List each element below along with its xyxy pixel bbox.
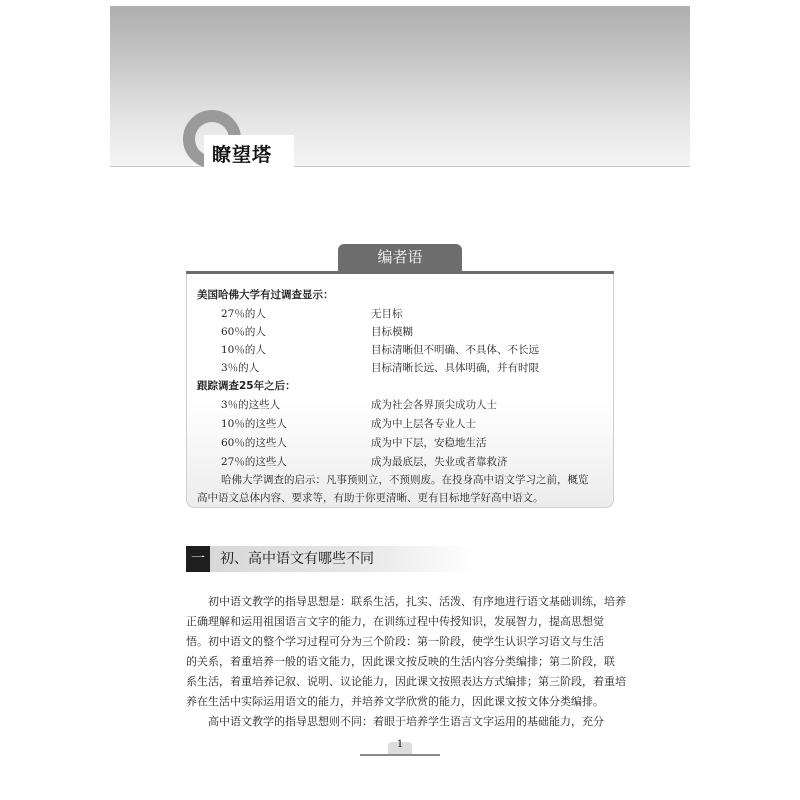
followup-result: 成为最底层，失业或者靠救济 xyxy=(371,456,508,468)
page-title: 瞭望塔 xyxy=(212,144,273,166)
followup-result: 成为社会各界顶尖成功人士 xyxy=(371,399,497,411)
conclusion-line: 哈佛大学调查的启示：凡事预则立，不预则废。在投身高中语文学习之前，概览 xyxy=(221,474,589,486)
survey-result: 目标清晰长远、具体明确，并有时限 xyxy=(371,362,539,374)
body-paragraph-line: 初中语文教学的指导思想是：联系生活，扎实、活泼、有序地进行语文基础训练，培养 xyxy=(208,595,626,608)
body-paragraph-line: 悟。初中语文的整个学习过程可分为三个阶段：第一阶段，使学生认识学习语文与生活 xyxy=(186,635,604,648)
body-paragraph-line: 正确理解和运用祖国语言文字的能力，在训练过程中传授知识，发展智力，提高思想觉 xyxy=(186,615,604,628)
survey-group: 10％的人 xyxy=(221,344,266,356)
page-number: 1 xyxy=(396,739,404,750)
survey-group: 3％的人 xyxy=(221,362,260,374)
body-paragraph-line: 养在生活中实际运用语文的能力，并培养文学欣赏的能力，因此课文按文体分类编排。 xyxy=(186,695,604,708)
survey-result: 目标清晰但不明确、不具体、不长远 xyxy=(371,344,539,356)
editor-note-label: 编者语 xyxy=(338,244,462,271)
followup-group: 27％的这些人 xyxy=(221,456,287,468)
followup-group: 3％的这些人 xyxy=(221,399,281,411)
body-paragraph-line: 高中语文教学的指导思想则不同：着眼于培养学生语言文字运用的基础能力，充分 xyxy=(208,715,604,728)
editor-note-box xyxy=(186,274,614,508)
followup-result: 成为中下层，安稳地生活 xyxy=(371,437,487,449)
section-title: 初、高中语文有哪些不同 xyxy=(220,551,374,567)
survey-group: 60％的人 xyxy=(221,326,266,338)
followup-group: 60％的这些人 xyxy=(221,437,287,449)
conclusion-line: 高中语文总体内容、要求等，有助于你更清晰、更有目标地学好高中语文。 xyxy=(197,492,544,504)
survey-result: 无目标 xyxy=(371,308,403,320)
followup-group: 10％的这些人 xyxy=(221,418,287,430)
followup-heading: 跟踪调查25年之后： xyxy=(197,380,296,392)
body-paragraph-line: 的关系，着重培养一般的语文能力，因此课文按反映的生活内容分类编排；第二阶段，联 xyxy=(186,655,615,668)
body-paragraph-line: 系生活，着重培养记叙、说明、议论能力，因此课文按照表达方式编排；第三阶段，着重培 xyxy=(186,675,626,688)
survey-intro: 美国哈佛大学有过调查显示： xyxy=(197,289,334,301)
survey-result: 目标模糊 xyxy=(371,326,413,338)
followup-result: 成为中上层各专业人士 xyxy=(371,418,476,430)
page-number-underline xyxy=(360,754,440,756)
survey-group: 27％的人 xyxy=(221,308,266,320)
header-divider xyxy=(110,166,690,167)
section-number: 一 xyxy=(186,546,210,572)
